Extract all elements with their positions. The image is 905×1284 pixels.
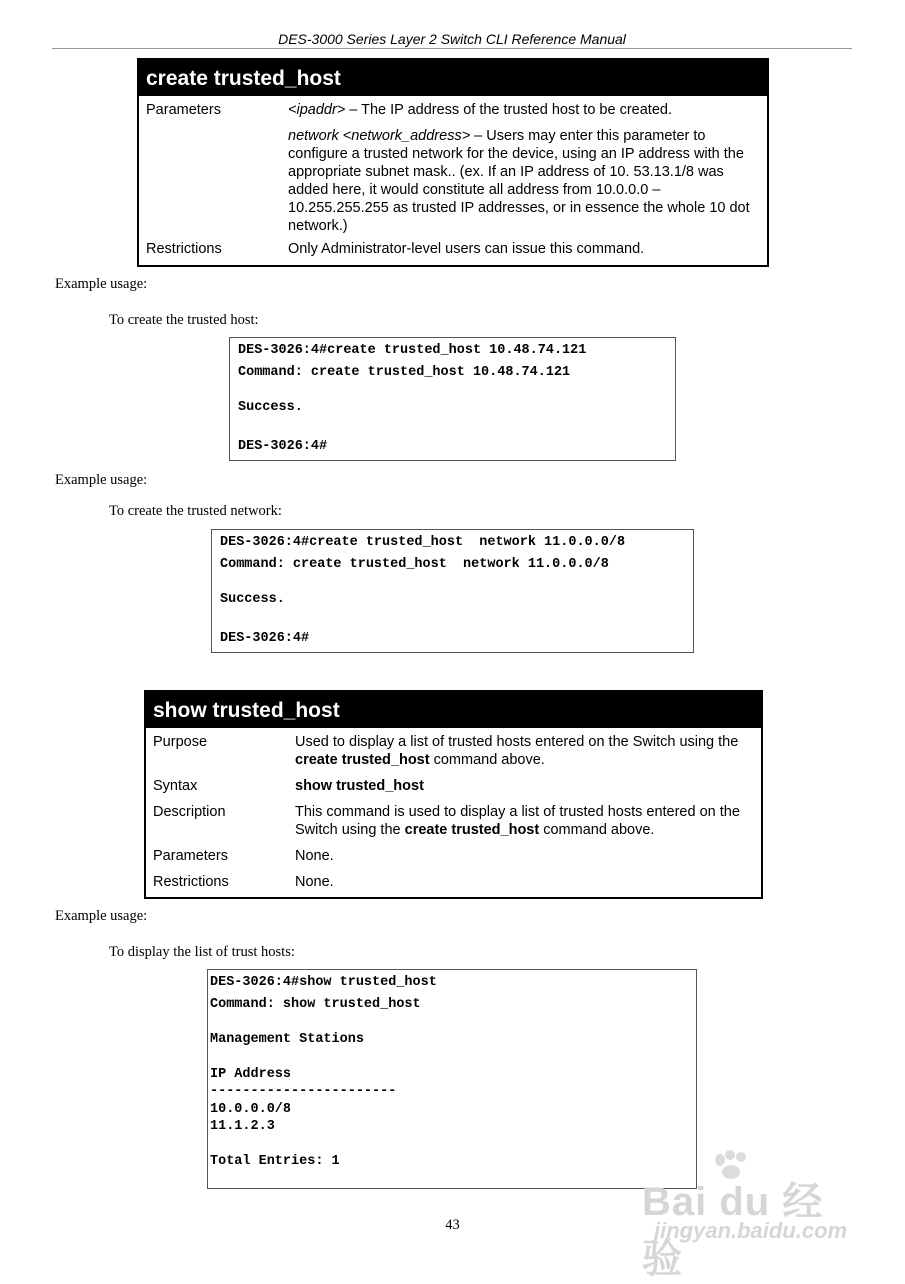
- ipaddr-desc: – The IP address of the trusted host to be created.: [345, 102, 672, 118]
- show-trusted-host-title: show trusted_host: [146, 692, 761, 728]
- restrictions-value: Only Administrator-level users can issue this command.: [288, 241, 645, 257]
- description-value: [295, 803, 761, 839]
- purpose-label: Purpose: [153, 734, 208, 750]
- description-text-end: command above.: [539, 822, 655, 838]
- show-parameters-value: None.: [295, 848, 334, 864]
- create-trusted-host-title: create trusted_host: [139, 60, 767, 96]
- code-line: -----------------------: [210, 1084, 397, 1099]
- description-row: [146, 803, 761, 839]
- code-line: Success.: [220, 592, 285, 607]
- network-desc: – Users may enter this parameter to configure a trusted network for the device, using an IP address with the appropriate subnet mask.. (ex. If an IP address of 10. 53.13.1/8 was added here, it would constitute all address from 10.0.0.0 – 10.255.255.255 as trusted IP addresses, or in essence the whole 10 dot network.): [288, 128, 750, 234]
- code-block-3: [207, 969, 697, 1189]
- syntax-label: Syntax: [153, 778, 198, 794]
- page-header: DES-3000 Series Layer 2 Switch CLI Reference Manual: [278, 31, 626, 47]
- code-line: 10.0.0.0/8: [210, 1102, 292, 1117]
- example-usage-label-3: Example usage:: [55, 908, 148, 924]
- code-line: DES-3026:4#create trusted_host network 11.0.0.0/8: [220, 535, 626, 550]
- code-line: 11.1.2.3: [210, 1119, 275, 1134]
- parameters-label: Parameters: [146, 102, 221, 118]
- create-trusted-host-table: [137, 58, 769, 267]
- show-restrictions-row: [146, 873, 761, 891]
- example-intro-3: To display the list of trust hosts:: [109, 944, 295, 960]
- show-trusted-host-table: [144, 690, 763, 899]
- purpose-command: create trusted_host: [295, 752, 430, 768]
- code-line: Command: create trusted_host network 11.0.0.0/8: [220, 557, 609, 572]
- code-line: DES-3026:4#: [238, 439, 328, 454]
- watermark-url: jingyan.baidu.com: [654, 1218, 848, 1243]
- header-rule: [52, 48, 852, 49]
- code-line: Command: create trusted_host 10.48.74.121: [238, 365, 571, 380]
- ipaddr-term: <ipaddr>: [288, 102, 346, 118]
- show-parameters-row: [146, 847, 761, 865]
- baidu-jingyan-watermark: [642, 1150, 862, 1281]
- restrictions-row: [139, 240, 767, 258]
- code-line: DES-3026:4#: [220, 631, 310, 646]
- code-line: Total Entries: 1: [210, 1154, 340, 1169]
- syntax-row: [146, 777, 761, 795]
- code-block-1: [229, 337, 676, 461]
- description-label: Description: [153, 804, 226, 820]
- watermark-logo: Bai du 经验: [642, 1180, 824, 1281]
- example-usage-label-2: Example usage:: [55, 472, 148, 488]
- example-intro-1: To create the trusted host:: [109, 312, 259, 328]
- code-line: DES-3026:4#create trusted_host 10.48.74.121: [238, 343, 587, 358]
- parameters-value: [288, 101, 767, 235]
- example-usage-label-1: Example usage:: [55, 276, 148, 292]
- show-parameters-label: Parameters: [153, 848, 228, 864]
- syntax-value: show trusted_host: [295, 778, 424, 794]
- code-line: DES-3026:4#show trusted_host: [210, 975, 437, 990]
- code-block-2: [211, 529, 694, 653]
- description-text: This command is used to display a list of trusted hosts entered on the Switch using the: [295, 804, 740, 838]
- parameters-row: [139, 101, 767, 235]
- restrictions-label: Restrictions: [146, 241, 222, 257]
- code-line: Management Stations: [210, 1032, 364, 1047]
- purpose-text: Used to display a list of trusted hosts entered on the Switch using the: [295, 734, 739, 750]
- example-intro-2: To create the trusted network:: [109, 503, 282, 519]
- code-line: Success.: [238, 400, 303, 415]
- description-command: create trusted_host: [404, 822, 540, 838]
- page-number: 43: [445, 1217, 460, 1233]
- purpose-text-end: command above.: [429, 752, 545, 768]
- code-line: IP Address: [210, 1067, 292, 1082]
- purpose-row: [146, 733, 761, 769]
- show-restrictions-label: Restrictions: [153, 874, 229, 890]
- purpose-value: [295, 733, 761, 769]
- show-restrictions-value: None.: [295, 874, 334, 890]
- network-term: network <network_address>: [288, 128, 471, 144]
- code-line: Command: show trusted_host: [210, 997, 421, 1012]
